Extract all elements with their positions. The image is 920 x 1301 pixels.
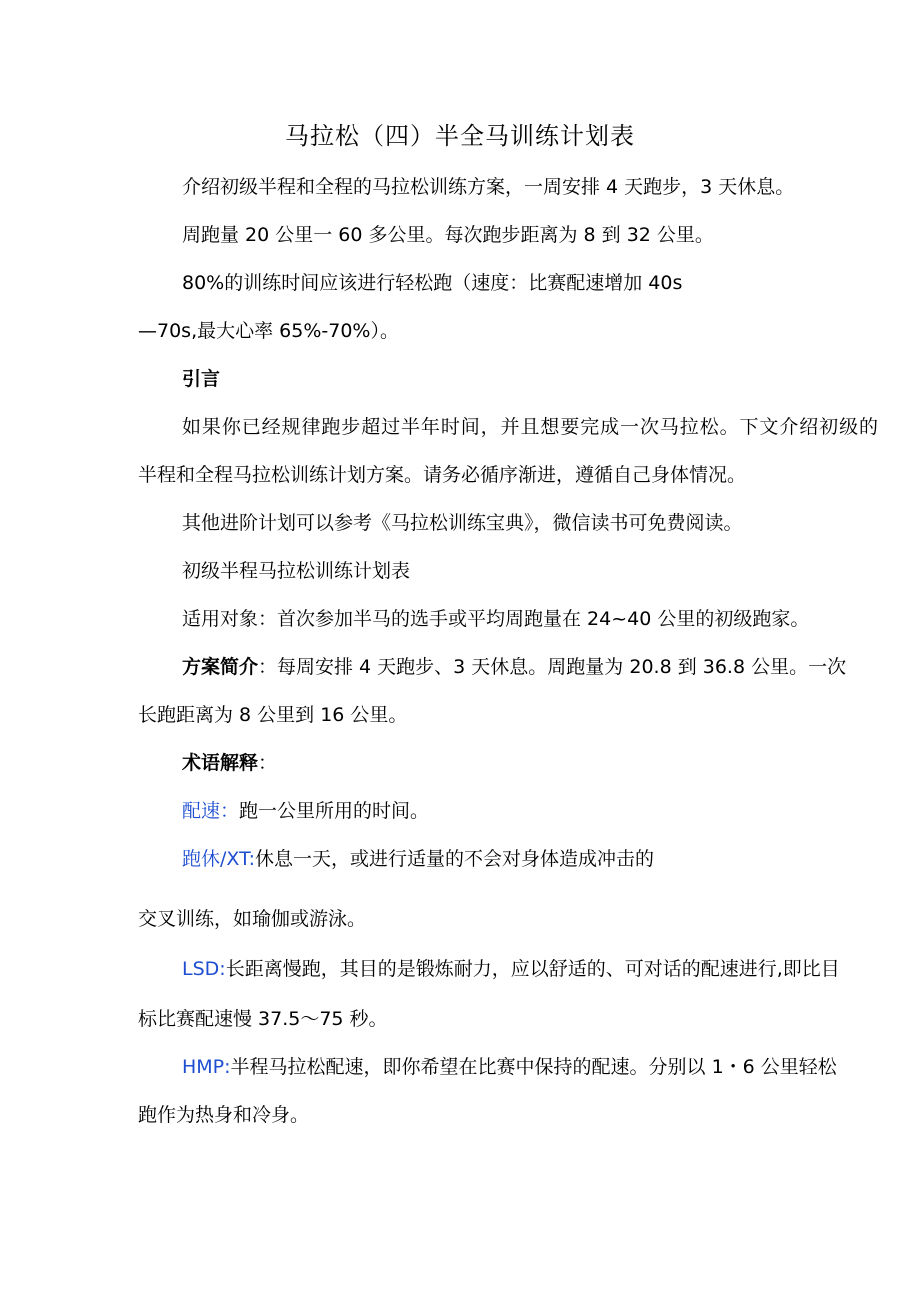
term-lsd-text: 长距离慢跑，其目的是锻炼耐力，应以舒适的、可对话的配速进行,即比目: [225, 958, 840, 980]
term-rest-label: 跑休/XT:: [182, 848, 256, 870]
term-pace: [182, 798, 429, 824]
paragraph-1-line-2: 半程和全程马拉松训练计划方案。请务必循序渐进，遵循自己身体情况。: [138, 464, 747, 486]
paragraph-1-line-1: 如果你已经规律跑步超过半年时间，并且想要完成一次马拉松。下文介绍初级的: [182, 416, 878, 438]
term-hmp-label: HMP:: [182, 1056, 231, 1078]
term-rest: [182, 846, 654, 872]
section-heading: 引言: [182, 368, 221, 390]
terms-heading: [182, 750, 277, 776]
plan-summary-line-1: [182, 654, 846, 680]
document-title: 马拉松（四）半全马训练计划表: [285, 122, 635, 150]
term-hmp-text: 半程马拉松配速，即你希望在比赛中保持的配速。分别以 1・6 公里轻松: [230, 1056, 837, 1078]
paragraph-2: 其他进阶计划可以参考《马拉松训练宝典》，微信读书可免费阅读。: [182, 512, 743, 534]
term-rest-continued: 交叉训练，如瑜伽或游泳。: [138, 908, 367, 930]
term-lsd-continued: 标比赛配速慢 37.5〜75 秒。: [138, 1008, 388, 1030]
intro-line-3b: —70s,最大心率 65%-70%）。: [138, 320, 399, 342]
term-hmp-continued: 跑作为热身和冷身。: [138, 1104, 310, 1126]
term-pace-text: 跑一公里所用的时间。: [239, 800, 430, 822]
intro-line-2: 周跑量 20 公里一 60 多公里。每次跑步距离为 8 到 32 公里。: [182, 224, 714, 246]
audience-line: 适用对象：首次参加半马的选手或平均周跑量在 24~40 公里的初级跑家。: [182, 608, 810, 630]
intro-line-1: 介绍初级半程和全程的马拉松训练方案，一周安排 4 天跑步，3 天休息。: [182, 176, 795, 198]
term-pace-label: 配速：: [182, 800, 240, 822]
intro-line-3a: 80%的训练时间应该进行轻松跑（速度：比赛配速增加 40s: [182, 272, 683, 294]
term-hmp: [182, 1054, 837, 1080]
plan-summary-label: 方案简介: [182, 656, 259, 678]
plan-summary-line-2: 长跑距离为 8 公里到 16 公里。: [138, 704, 408, 726]
terms-label: 术语解释: [182, 752, 259, 774]
terms-colon: ：: [258, 752, 278, 774]
term-rest-text: 休息一天，或进行适量的不会对身体造成冲击的: [255, 848, 655, 870]
plan-subtitle: 初级半程马拉松训练计划表: [182, 560, 411, 582]
term-lsd: [182, 956, 840, 982]
term-lsd-label: LSD:: [182, 958, 226, 980]
plan-summary-text: ：每周安排 4 天跑步、3 天休息。周跑量为 20.8 到 36.8 公里。一次: [258, 656, 847, 678]
